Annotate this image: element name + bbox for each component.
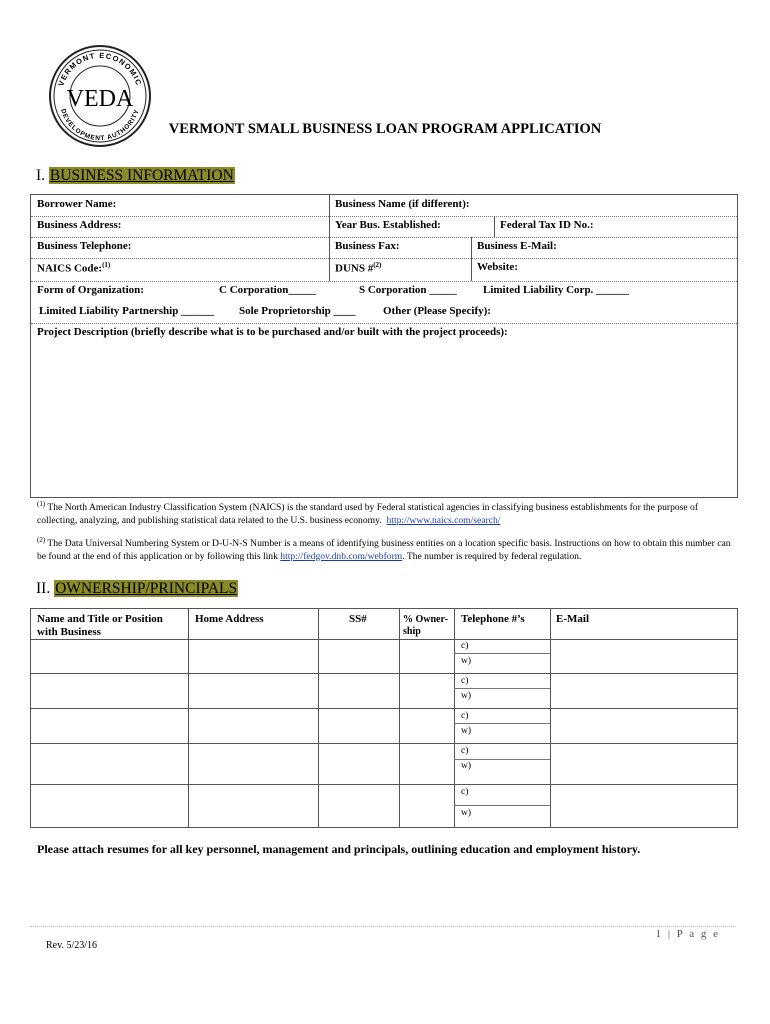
col-email: E-Mail (556, 613, 589, 625)
footnote-duns: $^{(2)}$ The Data Universal Numbering System or D-U-N-S Number is a means of identifying business entities on a location specific basis. Instructions on how to obtain this number can be found at the end of this application or by following this link http://fedgov.dnb.com/webform. The number is required by federal regulation. (37, 536, 731, 562)
row2-cell-phone[interactable]: c) (461, 676, 469, 686)
business-email-field[interactable]: Business E-Mail: (477, 240, 557, 252)
col-name: Name and Title or Position with Business (37, 613, 163, 638)
row4-cell-phone[interactable]: c) (461, 746, 469, 756)
business-telephone-field[interactable]: Business Telephone: (37, 240, 132, 252)
footnote-naics: $^{(1)}$ The North American Industry Classification System (NAICS) is the standard used by Federal statistical agencies in classifying business establishments for the purpose of collecting, analyzing, and publishing statistical data related to the U.S. business economy. http://www.naics.com/search/ (37, 500, 699, 526)
business-name-field[interactable]: Business Name (if different): (335, 198, 470, 210)
logo-ring-bottom: DEVELOPMENT AUTHORITY (59, 108, 141, 143)
row3-work-phone[interactable]: w) (461, 726, 472, 736)
s-corporation-option[interactable]: S Corporation _____ (359, 284, 457, 296)
duns-field[interactable]: DUNS #$^{(2)}$ (335, 261, 382, 275)
page-number: 1 | P a g e (655, 928, 720, 940)
section2-title: OWNERSHIP/PRINCIPALS (55, 580, 238, 597)
c-corporation-option[interactable]: C Corporation_____ (219, 284, 316, 296)
section1-title: BUSINESS INFORMATION (49, 167, 234, 184)
col-ownership: % Owner-ship (403, 614, 448, 637)
duns-link[interactable]: http://fedgov.dnb.com/webform (280, 550, 403, 562)
col-telephone: Telephone #’s (461, 613, 525, 625)
revision-date: Rev. 5/23/16 (46, 940, 98, 951)
col-address: Home Address (195, 613, 264, 625)
llc-option[interactable]: Limited Liability Corp. ______ (483, 284, 630, 296)
page-title: VERMONT SMALL BUSINESS LOAN PROGRAM APPLICATION (168, 121, 602, 137)
col-ss: SS# (349, 613, 367, 625)
year-established-field[interactable]: Year Bus. Established: (335, 219, 441, 231)
attach-resumes-note: Please attach resumes for all key personnel, management and principals, outlining education and employment history. (37, 842, 641, 856)
project-description-field[interactable]: Project Description (briefly describe what is to be purchased and/or built with the project proceeds): (37, 326, 508, 338)
business-address-field[interactable]: Business Address: (37, 219, 122, 231)
row5-work-phone[interactable]: w) (461, 808, 472, 818)
website-field[interactable]: Website: (477, 261, 518, 273)
row1-work-phone[interactable]: w) (461, 656, 472, 666)
naics-code-field[interactable]: NAICS Code:$^{(1)}$ (37, 261, 111, 275)
sole-proprietorship-option[interactable]: Sole Proprietorship ____ (239, 305, 356, 317)
row1-cell-phone[interactable]: c) (461, 641, 469, 651)
logo-monogram: VEDA (66, 86, 134, 112)
row5-cell-phone[interactable]: c) (461, 787, 469, 797)
logo-ring-top: VERMONT ECONOMIC (56, 50, 144, 88)
business-info-table (30, 194, 738, 498)
row3-cell-phone[interactable]: c) (461, 711, 469, 721)
business-fax-field[interactable]: Business Fax: (335, 240, 400, 252)
section2-heading: II. OWNERSHIP/PRINCIPALS (36, 580, 238, 597)
ownership-table (30, 608, 738, 828)
llp-option[interactable]: Limited Liability Partnership ______ (39, 305, 215, 317)
borrower-name-field[interactable]: Borrower Name: (37, 198, 117, 210)
footer-divider (30, 926, 736, 927)
row2-work-phone[interactable]: w) (461, 691, 472, 701)
form-of-organization-label: Form of Organization: (37, 284, 144, 296)
federal-tax-id-field[interactable]: Federal Tax ID No.: (500, 219, 594, 231)
section1-heading: I. BUSINESS INFORMATION (36, 167, 234, 184)
naics-link[interactable]: http://www.naics.com/search/ (386, 514, 501, 526)
row4-work-phone[interactable]: w) (461, 761, 472, 771)
other-option[interactable]: Other (Please Specify): (383, 305, 491, 317)
